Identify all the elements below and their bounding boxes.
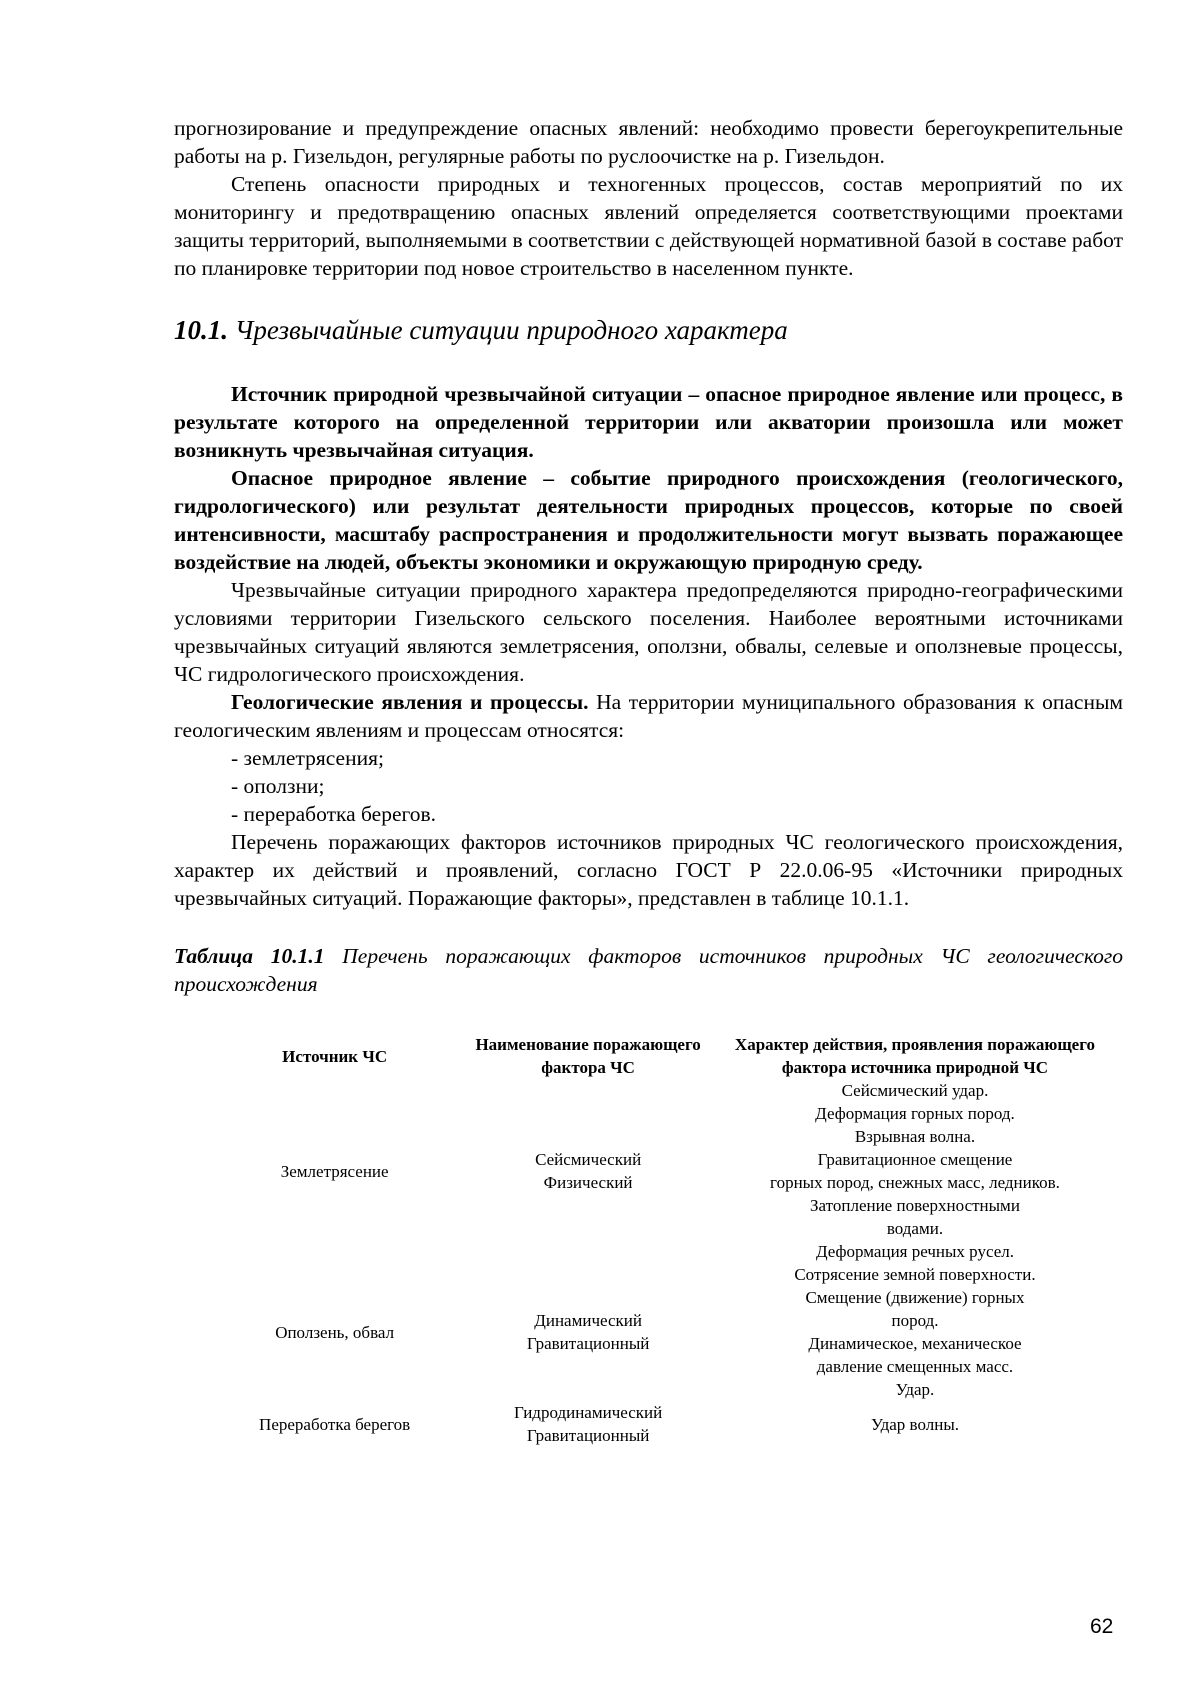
effect-line: Удар волны. xyxy=(870,1414,959,1434)
table-cell-effects xyxy=(731,1263,1099,1401)
paragraph-lead: Геологические явления и процессы. xyxy=(231,690,589,714)
factor-line: Физический xyxy=(543,1173,633,1192)
effect-line: Взрывная волна. xyxy=(854,1127,976,1146)
table-row xyxy=(224,1263,1099,1401)
table-cell-effects xyxy=(731,1079,1099,1263)
factor-line: Гравитационный xyxy=(526,1334,650,1353)
effect-line: Смещение (движение) горных xyxy=(805,1288,1025,1307)
paragraph: Степень опасности природных и техногенных процессов, состав мероприятий по их мониторингу и предотвращению опасных явлений определяется соответствующими проектами защиты территорий, выполняемыми в соответствии с действующей нормативной базой в составе работ по планировке территории под новое строительство в населенном пункте. xyxy=(174,172,1123,280)
table-cell-factors xyxy=(445,1263,731,1401)
table-cell-source: Переработка берегов xyxy=(259,1414,411,1434)
page-number: 62 xyxy=(1090,1615,1114,1638)
list-item: - оползни; xyxy=(231,774,325,798)
table-cell-factors xyxy=(445,1079,731,1263)
table-header-cell: Наименование поражающего фактора ЧС xyxy=(475,1035,701,1077)
paragraph-text: На территории муниципального образования к опасным геологическим явлениям и процессам относятся: xyxy=(174,690,1123,742)
factor-line: Сейсмический xyxy=(535,1150,642,1169)
table-cell-source: Оползень, обвал xyxy=(275,1322,395,1342)
effect-line: Сотрясение земной поверхности. xyxy=(794,1265,1036,1284)
section-number: 10.1. xyxy=(174,315,228,345)
table-header-row xyxy=(224,1033,1099,1079)
section-heading xyxy=(174,314,1123,346)
factor-line: Динамический xyxy=(534,1311,642,1330)
paragraph: Перечень поражающих факторов источников природных ЧС геологического происхождения, характер их действий и проявлений, согласно ГОСТ Р 22.0.06-95 «Источники природных чрезвычайных ситуаций. Поражающие факторы», представлен в таблице 10.1.1. xyxy=(174,830,1123,910)
section-title: Чрезвычайные ситуации природного характера xyxy=(228,315,788,345)
table-cell-factors xyxy=(445,1401,731,1447)
effect-line: Сейсмический удар. xyxy=(841,1081,989,1100)
table-caption-text: Перечень поражающих факторов источников природных ЧС геологического происхождения xyxy=(174,944,1124,996)
table-row xyxy=(224,1079,1099,1263)
factor-line: Гидродинамический xyxy=(514,1403,663,1422)
paragraph: Чрезвычайные ситуации природного характера предопределяются природно-географическими условиями территории Гизельского сельского поселения. Наиболее вероятными источниками чрезвычайных ситуаций являются землетрясения, оползни, обвалы, селевые и оползневые процессы, ЧС гидрологического происхождения. xyxy=(174,578,1123,686)
effect-line: давление смещенных масс. xyxy=(816,1357,1014,1376)
list-item: - переработка берегов. xyxy=(231,802,437,826)
list-item: - землетрясения; xyxy=(231,746,384,770)
effect-line: Деформация речных русел. xyxy=(815,1242,1014,1261)
table-caption-label: Таблица 10.1.1 xyxy=(174,944,325,968)
definition-paragraph: Опасное природное явление – событие природного происхождения (геологического, гидрологического) или результат деятельности природных процессов, которые по своей интенсивности, масштабу распространения и продолжительности могут вызвать поражающее воздействие на людей, объекты экономики и окружающую природную среду. xyxy=(174,466,1123,574)
effect-line: горных пород, снежных масс, ледников. xyxy=(770,1173,1060,1192)
effect-line: водами. xyxy=(886,1219,944,1238)
table-header-cell: Характер действия, проявления поражающего фактора источника природной ЧС xyxy=(734,1035,1096,1077)
paragraph xyxy=(174,688,1123,744)
document-page xyxy=(174,114,1123,1447)
table-header-cell: Источник ЧС xyxy=(282,1046,388,1066)
definition-paragraph: Источник природной чрезвычайной ситуации – опасное природное явление или процесс, в результате которого на определенной территории или акватории произошла или может возникнуть чрезвычайная ситуация. xyxy=(174,382,1123,462)
paragraph: прогнозирование и предупреждение опасных явлений: необходимо провести берегоукрепительные работы на р. Гизельдон, регулярные работы по руслоочистке на р. Гизельдон. xyxy=(174,116,1123,168)
hazard-factors-table xyxy=(224,1033,1099,1447)
effect-line: Деформация горных пород. xyxy=(815,1104,1015,1123)
table-cell-source: Землетрясение xyxy=(280,1161,389,1181)
table-caption xyxy=(174,942,1123,998)
effect-line: Гравитационное смещение xyxy=(817,1150,1013,1169)
factor-line: Гравитационный xyxy=(526,1426,650,1445)
effect-line: Динамическое, механическое xyxy=(808,1334,1022,1353)
effect-line: пород. xyxy=(891,1311,939,1330)
effect-line: Удар. xyxy=(895,1380,935,1399)
table-row xyxy=(224,1401,1099,1447)
table-cell-effects xyxy=(731,1401,1099,1447)
effect-line: Затопление поверхностными xyxy=(810,1196,1020,1215)
